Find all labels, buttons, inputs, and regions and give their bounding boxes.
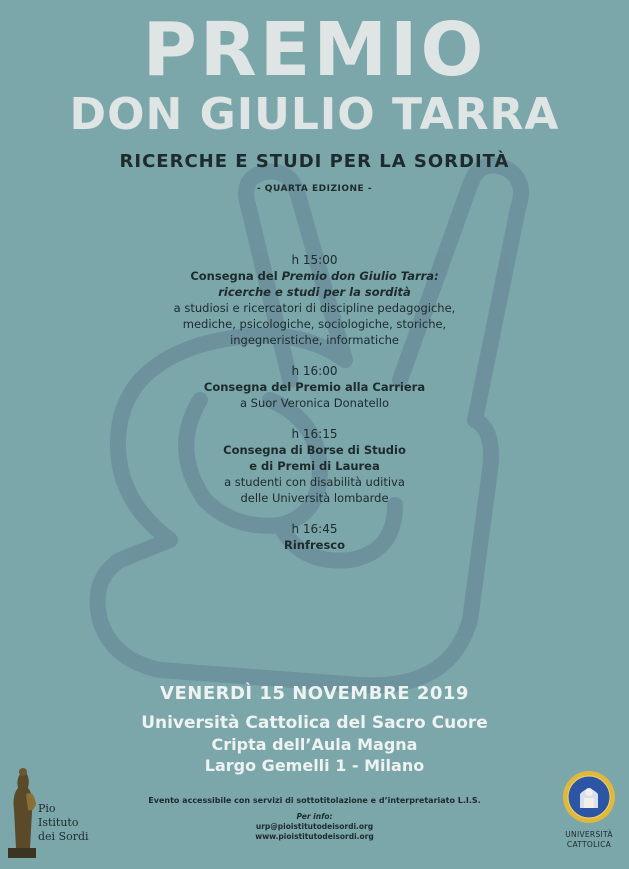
event-date: VENERDÌ 15 NOVEMBRE 2019 xyxy=(160,683,469,704)
schedule-item xyxy=(100,521,529,553)
schedule-time: h 16:00 xyxy=(291,364,338,378)
university-name xyxy=(556,830,622,850)
schedule-item xyxy=(100,363,529,411)
info-label: Per info: xyxy=(296,812,333,821)
tagline: RICERCHE E STUDI PER LA SORDITÀ xyxy=(119,151,510,172)
schedule-title: e di Premi di Laurea xyxy=(249,459,380,473)
schedule-desc: a studenti con disabilità uditiva xyxy=(224,475,405,489)
schedule-item xyxy=(100,426,529,506)
schedule-title: Consegna del Premio alla Carriera xyxy=(203,380,426,394)
logo-left-line: Pio xyxy=(38,802,56,815)
pio-istituto-logo xyxy=(6,760,106,860)
schedule-desc: a studiosi e ricercatori di discipline pedagogiche, xyxy=(173,301,456,315)
schedule-desc: ingegneristiche, informatiche xyxy=(230,333,399,347)
schedule-item xyxy=(100,252,529,348)
schedule-desc: a Suor Veronica Donatello xyxy=(239,396,390,410)
schedule-title-award-sub: ricerche e studi per la sordità xyxy=(218,285,411,299)
pio-istituto-name xyxy=(38,802,108,844)
schedule-title-award: Premio don Giulio Tarra: xyxy=(281,269,439,283)
schedule-title-prefix: Consegna del xyxy=(190,269,282,283)
info-website[interactable]: www.pioistitutodeisordi.org xyxy=(255,832,374,841)
schedule-title xyxy=(100,268,529,284)
edition-label: - QUARTA EDIZIONE - xyxy=(256,184,373,194)
title-subtitle: DON GIULIO TARRA xyxy=(69,89,560,140)
schedule xyxy=(100,252,529,568)
logo-right-line: UNIVERSITÀ xyxy=(565,830,613,839)
logo-right-line: CATTOLICA xyxy=(566,840,612,849)
accessibility-note: Evento accessibile con servizi di sottotitolazione e d’interpretariato L.I.S. xyxy=(148,796,481,805)
universita-cattolica-logo xyxy=(556,770,622,860)
schedule-time: h 16:15 xyxy=(291,427,338,441)
venue-room: Cripta dell’Aula Magna xyxy=(211,735,418,754)
university-seal-icon xyxy=(562,770,616,824)
schedule-desc: delle Università lombarde xyxy=(240,491,389,505)
title-main: PREMIO xyxy=(142,7,487,93)
info-email[interactable]: urp@pioistitutodeisordi.org xyxy=(255,822,374,831)
schedule-title: Consegna di Borse di Studio xyxy=(223,443,406,457)
venue-name: Università Cattolica del Sacro Cuore xyxy=(141,713,488,733)
logo-left-line: Istituto xyxy=(38,816,79,829)
statue-icon xyxy=(6,760,38,860)
schedule-desc: mediche, psicologiche, sociologiche, storiche, xyxy=(182,317,447,331)
schedule-title: Rinfresco xyxy=(283,538,346,552)
schedule-time: h 16:45 xyxy=(291,522,338,536)
venue-address: Largo Gemelli 1 - Milano xyxy=(204,756,425,775)
schedule-time: h 15:00 xyxy=(291,253,338,267)
logo-left-line: dei Sordi xyxy=(38,830,89,843)
